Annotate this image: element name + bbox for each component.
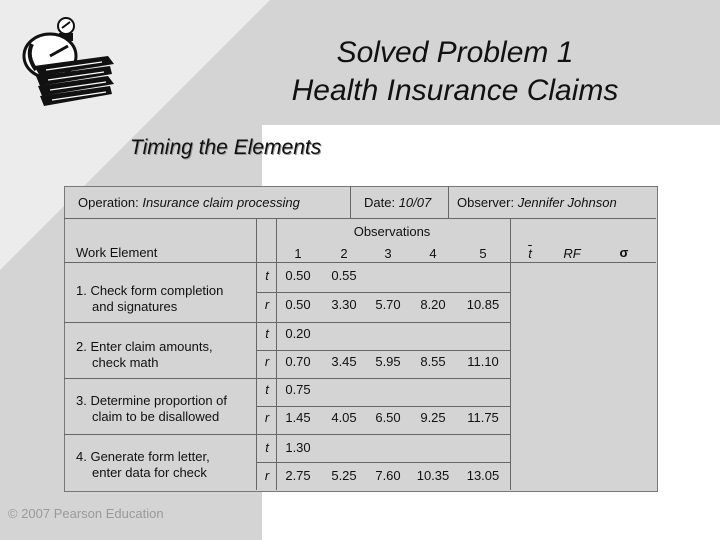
r-value-cell: 10.85 [466,297,500,312]
work-element-header: Work Element [76,245,158,260]
r-value-cell: 0.70 [285,354,311,369]
r-value-cell: 6.50 [375,410,401,425]
column-divider [276,218,277,490]
row-divider [64,434,510,435]
header-divider [350,186,351,218]
r-value-cell: 3.45 [331,354,357,369]
r-value-cell: 9.25 [420,410,446,425]
r-value-cell: 5.95 [375,354,401,369]
t-value-cell: 0.75 [285,382,311,397]
t-row-label: t [265,268,269,283]
title-line-1: Solved Problem 1 [336,36,574,69]
row-divider [64,322,510,323]
work-element-line-1: 3. Determine proportion of [76,393,228,408]
t-value-cell: 0.50 [285,268,311,283]
operation-value: Insurance claim processing [142,195,300,210]
obs-header-4: 4 [429,246,437,261]
t-value-cell: 0.20 [285,326,311,341]
work-element-line-1: 2. Enter claim amounts, [76,339,213,354]
header-divider [448,186,449,218]
t-value-cell: 0.55 [331,268,357,283]
r-value-cell: 2.75 [285,468,311,483]
observer-label: Observer: [457,195,518,210]
obs-header-1: 1 [294,246,302,261]
t-bar-header: $\overline{t}$ [528,246,532,261]
obs-header-5: 5 [479,246,487,261]
obs-header-3: 3 [384,246,392,261]
r-row-label: r [264,354,270,369]
work-element-line-2: and signatures [92,299,178,314]
observer-value: Jennifer Johnson [517,195,617,210]
work-element-line-1: 4. Generate form letter, [76,449,210,464]
operation-field [78,195,300,210]
t-row-label: t [265,326,269,341]
work-element-line-2: enter data for check [92,465,207,480]
row-divider [64,262,656,263]
slide-title [230,34,680,110]
r-value-cell: 0.50 [285,297,311,312]
column-divider [510,218,511,490]
row-divider [256,292,510,293]
observations-header: Observations [353,224,431,239]
r-value-cell: 1.45 [285,410,311,425]
work-element-line-1: 1. Check form completion [76,283,224,298]
work-element-label [76,339,213,371]
date-label: Date: [364,195,399,210]
work-element-label [76,449,210,481]
copyright-footer: © 2007 Pearson Education [8,506,164,521]
row-divider [256,462,510,463]
row-divider [256,350,510,351]
stopwatch-paperwork-icon [10,8,130,118]
r-value-cell: 7.60 [375,468,401,483]
work-element-label [76,283,223,315]
r-row-label: r [264,297,270,312]
operation-label: Operation: [78,195,143,210]
t-value-cell: 1.30 [285,440,311,455]
sigma-header: σ [619,245,629,260]
r-value-cell: 11.10 [467,354,499,369]
r-value-cell: 8.55 [420,354,446,369]
row-divider [256,406,510,407]
r-row-label: r [264,468,270,483]
work-element-line-2: claim to be disallowed [92,409,220,424]
slide-subtitle: Timing the Elements [130,136,322,159]
r-value-cell: 8.20 [420,297,446,312]
date-field [364,195,431,210]
row-divider [64,378,510,379]
table-header-bar [64,186,656,219]
r-value-cell: 4.05 [331,410,357,425]
obs-header-2: 2 [340,246,348,261]
rf-header: RF [563,246,581,261]
work-element-line-2: check math [92,355,159,370]
r-value-cell: 13.05 [466,468,500,483]
r-value-cell: 11.75 [467,410,499,425]
observer-field [457,195,617,210]
t-row-label: t [265,382,269,397]
work-element-label [76,393,227,425]
column-divider [256,218,257,490]
r-row-label: r [264,410,270,425]
r-value-cell: 10.35 [416,468,450,483]
title-line-2: Health Insurance Claims [291,74,619,107]
t-row-label: t [265,440,269,455]
date-value: 10/07 [398,195,432,210]
r-value-cell: 5.70 [375,297,401,312]
r-value-cell: 5.25 [331,468,357,483]
r-value-cell: 3.30 [331,297,357,312]
